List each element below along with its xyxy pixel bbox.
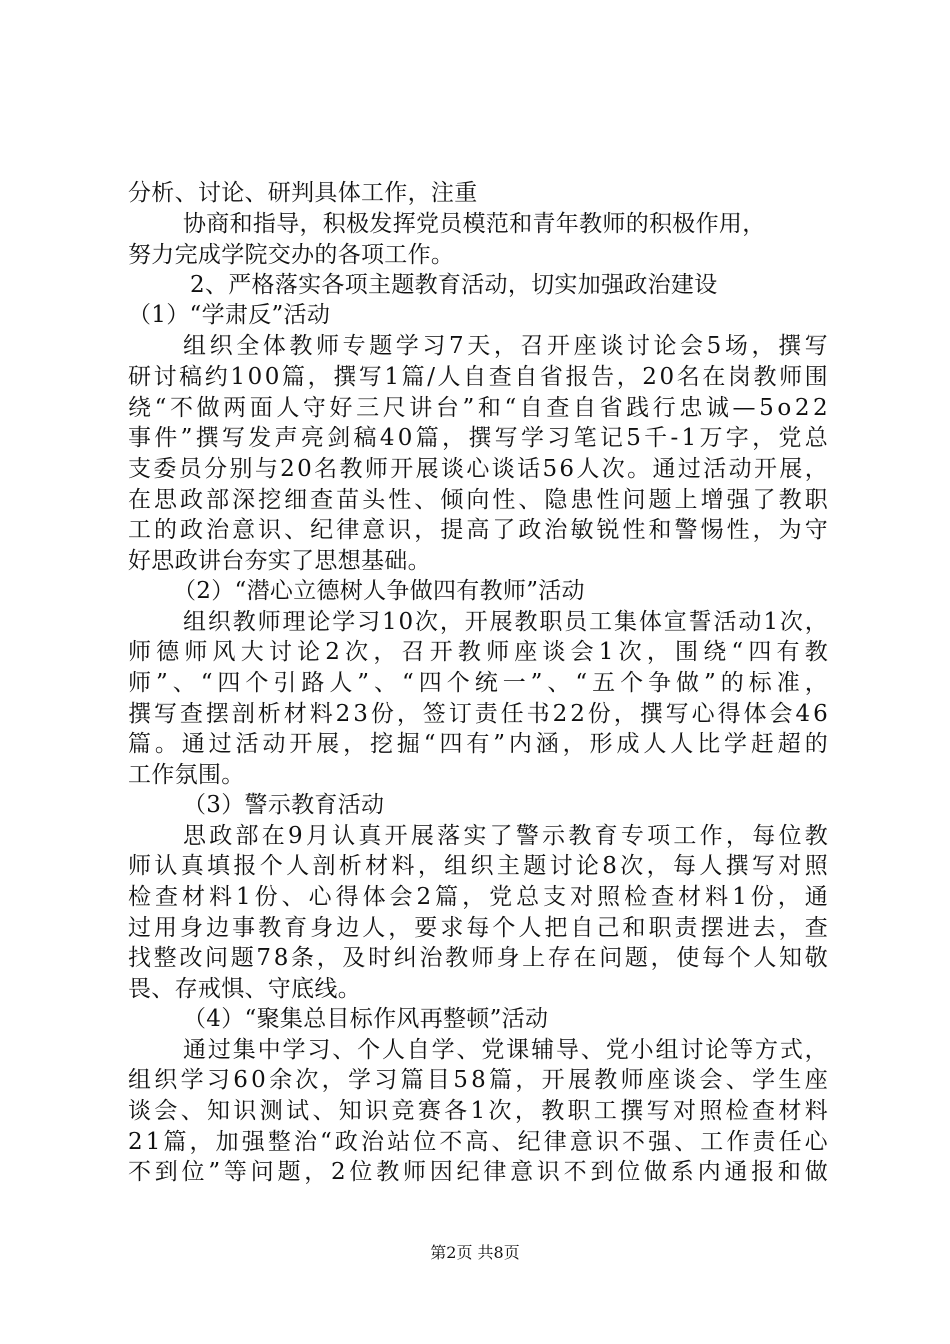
body-line: 思政部在9月认真开展落实了警示教育专项工作，每位教 <box>183 823 831 849</box>
body-line: 研讨稿约100篇，撰写1篇/人自查自省报告，20名在岗教师围 <box>128 364 831 390</box>
body-line: （4）“聚集总目标作风再整顿”活动 <box>183 1006 549 1032</box>
body-line: （1）“学肃反”活动 <box>128 302 331 328</box>
body-line: 工作氛围。 <box>128 762 245 788</box>
body-line: （3）警示教育活动 <box>183 792 385 818</box>
body-line: 篇。通过活动开展，挖掘“四有”内涵，形成人人比学赶超的 <box>128 731 832 757</box>
body-line: 检查材料1份、心得体会2篇，党总支对照检查材料1份，通 <box>128 884 832 910</box>
body-line: 事件”撰写发声亮剑稿40篇，撰写学习笔记5千-1万字，党总 <box>128 425 832 451</box>
body-line: 工的政治意识、纪律意识，提高了政治敏锐性和警惕性，为守 <box>128 517 831 543</box>
body-line: 师德师风大讨论2次，召开教师座谈会1次，围绕“四有教 <box>128 639 833 665</box>
body-line: 组织教师理论学习10次，开展教职员工集体宣誓活动1次， <box>183 609 830 635</box>
body-line: 过用身边事教育身边人，要求每个人把自己和职责摆进去，查 <box>128 915 831 941</box>
body-line: 2、严格落实各项主题教育活动，切实加强政治建设 <box>190 272 718 298</box>
body-line: 协商和指导，积极发挥党员模范和青年教师的积极作用， <box>183 211 766 237</box>
body-line: 师认真填报个人剖析材料，组织主题讨论8次，每人撰写对照 <box>128 853 832 879</box>
body-line: 组织全体教师专题学习7天，召开座谈讨论会5场，撰写 <box>183 333 832 359</box>
body-line: 努力完成学院交办的各项工作。 <box>128 242 455 268</box>
body-line: 绕“不做两面人守好三尺讲台”和“自查自省践行忠诚—5o22 <box>128 395 832 421</box>
body-line: 组织学习60余次，学习篇目58篇，开展教师座谈会、学生座 <box>128 1067 831 1093</box>
body-line: 谈会、知识测试、知识竞赛各1次，教职工撰写对照检查材料 <box>128 1098 832 1124</box>
body-line: 好思政讲台夯实了思想基础。 <box>128 548 431 574</box>
body-line: 通过集中学习、个人自学、党课辅导、党小组讨论等方式， <box>183 1037 830 1063</box>
body-line: 在思政部深挖细查苗头性、倾向性、隐患性问题上增强了教职 <box>128 487 831 513</box>
body-line: 撰写查摆剖析材料23份，签订责任书22份，撰写心得体会46 <box>128 701 831 727</box>
body-line: 支委员分别与20名教师开展谈心谈话56人次。通过活动开展， <box>128 456 831 482</box>
body-line: 分析、讨论、研判具体工作，注重 <box>128 180 478 206</box>
body-line: （2）“潜心立德树人争做四有教师”活动 <box>173 578 585 604</box>
body-line: 21篇，加强整治“政治站位不高、纪律意识不强、工作责任心 <box>128 1129 831 1155</box>
body-line: 师”、“四个引路人”、“四个统一”、“五个争做”的标准， <box>128 670 833 696</box>
body-line: 找整改问题78条，及时纠治教师身上存在问题，使每个人知敬 <box>128 945 831 971</box>
page-footer: 第2页 共8页 <box>430 1243 520 1262</box>
body-line: 畏、存戒惧、守底线。 <box>128 976 361 1002</box>
body-line: 不到位”等问题，2位教师因纪律意识不到位做系内通报和做 <box>128 1159 832 1185</box>
